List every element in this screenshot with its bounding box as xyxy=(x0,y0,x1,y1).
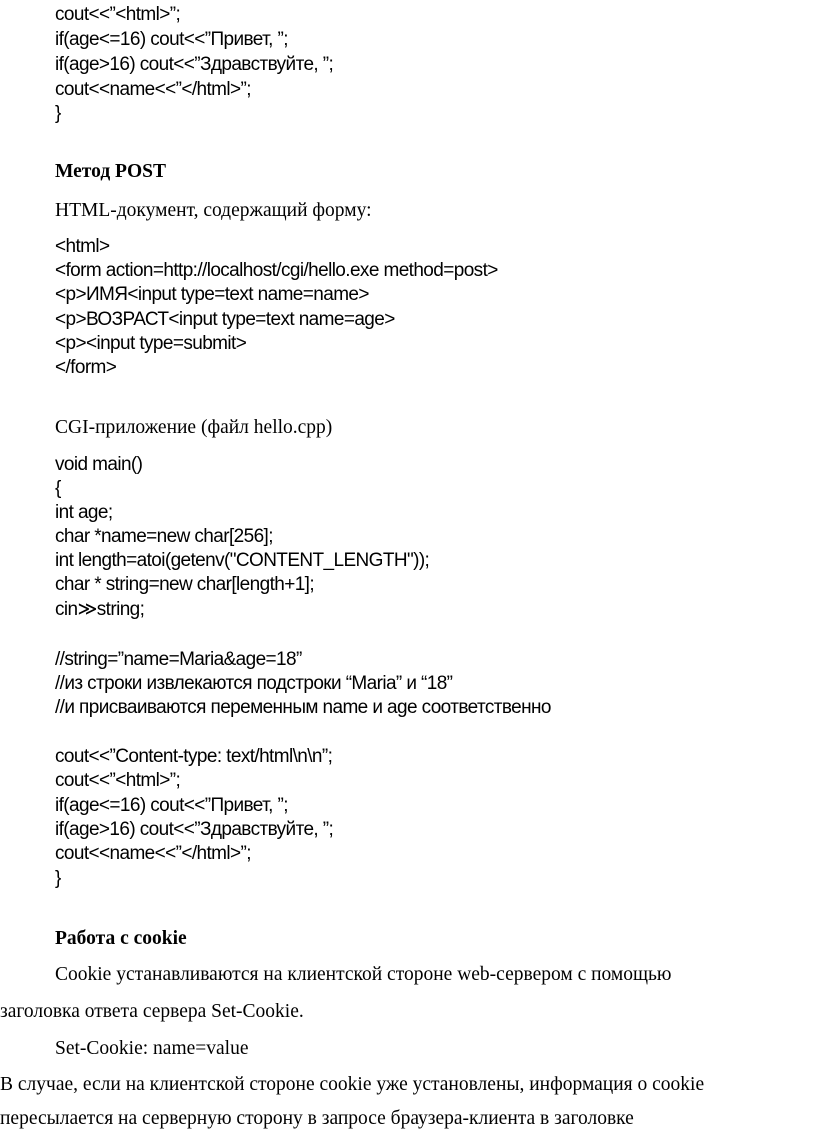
code-line: <p><input type=submit> xyxy=(55,333,247,354)
code-line: cout<<”<html>”; xyxy=(55,770,181,791)
code-line: if(age<=16) cout<<”Привет, ”; xyxy=(55,795,288,816)
code-line: } xyxy=(55,868,61,889)
set-cookie-example: Set-Cookie: name=value xyxy=(55,1038,249,1059)
code-line: <p>ВОЗРАСТ<input type=text name=age> xyxy=(55,309,395,330)
code-line: cout<<”<html>”; xyxy=(55,4,181,25)
code-comment-line: //string=”name=Maria&age=18” xyxy=(55,649,302,670)
code-line: <p>ИМЯ<input type=text name=name> xyxy=(55,284,369,305)
code-line: char * string=new char[length+1]; xyxy=(55,574,315,595)
code-line: cin≫string; xyxy=(55,599,145,620)
code-line: </form> xyxy=(55,357,117,378)
html-doc-label: HTML-документ, содержащий форму: xyxy=(55,200,372,221)
code-line: <html> xyxy=(55,236,110,257)
section-heading-cookie: Работа с cookie xyxy=(55,928,187,949)
code-line: { xyxy=(55,478,61,499)
code-line: void main() xyxy=(55,454,143,475)
code-line: if(age>16) cout<<”Здравствуйте, ”; xyxy=(55,819,334,840)
code-line: cout<<”Content-type: text/html\n\n”; xyxy=(55,746,333,767)
code-comment-line: //из строки извлекаются подстроки “Maria” и “18” xyxy=(55,673,453,694)
code-line: } xyxy=(55,103,61,124)
code-line: <form action=http://localhost/cgi/hello.exe method=post> xyxy=(55,260,498,281)
code-line: cout<<name<<”</html>”; xyxy=(55,79,251,100)
cookie-paragraph-line: заголовка ответа сервера Set-Cookie. xyxy=(0,1001,304,1022)
section-heading-post: Метод POST xyxy=(55,161,166,182)
cgi-label: CGI-приложение (файл hello.cpp) xyxy=(55,417,333,438)
code-comment-line: //и присваиваются переменным name и age соответственно xyxy=(55,697,551,718)
code-line: char *name=new char[256]; xyxy=(55,526,273,547)
last-paragraph-line: пересылается на серверную сторону в запросе браузера-клиента в заголовке xyxy=(0,1108,634,1129)
cookie-paragraph-line: Cookie устанавливаются на клиентской стороне web-сервером с помощью xyxy=(55,964,672,985)
code-line: if(age<=16) cout<<”Привет, ”; xyxy=(55,29,288,50)
code-line: int length=atoi(getenv("CONTENT_LENGTH")); xyxy=(55,550,430,571)
code-line: int age; xyxy=(55,502,113,523)
code-line: cout<<name<<”</html>”; xyxy=(55,843,251,864)
code-line: if(age>16) cout<<”Здравствуйте, ”; xyxy=(55,54,334,75)
last-paragraph-line: В случае, если на клиентской стороне cookie уже установлены, информация о cookie xyxy=(0,1074,705,1095)
